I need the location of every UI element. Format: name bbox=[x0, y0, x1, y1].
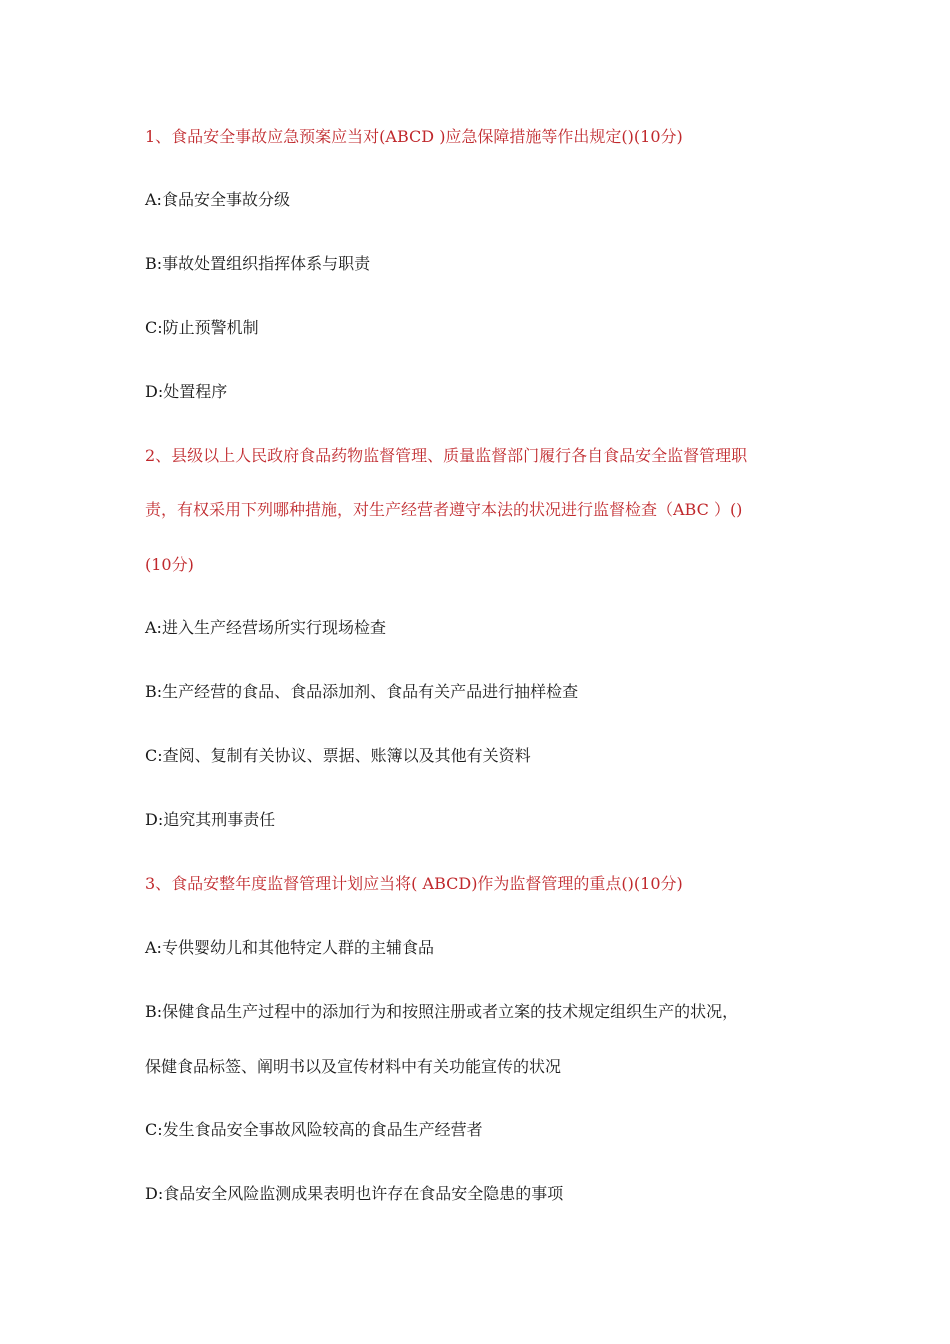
question-2-line-3: (10分) bbox=[145, 555, 194, 574]
question-2-line-1: 2、县级以上人民政府食品药物监督管理、质量监督部门履行各自食品安全监督管理职 bbox=[145, 446, 748, 465]
question-1-option-b: B:事故处置组织指挥体系与职责 bbox=[145, 254, 371, 273]
question-3-option-c: C:发生食品安全事故风险较高的食品生产经营者 bbox=[145, 1120, 483, 1139]
question-1-option-a: A:食品安全事故分级 bbox=[145, 190, 290, 209]
question-3-line-1: 3、食品安整年度监督管理计划应当将( ABCD)作为监督管理的重点()(10分) bbox=[145, 874, 683, 893]
question-2-line-2: 责，有权采用下列哪种措施，对生产经营者遵守本法的状况进行监督检查（ABC ）() bbox=[145, 500, 743, 519]
question-2-option-d: D:追究其刑事责任 bbox=[145, 810, 276, 829]
question-1-option-d: D:处置程序 bbox=[145, 382, 228, 401]
question-3-option-d: D:食品安全风险监测成果表明也许存在食品安全隐患的事项 bbox=[145, 1184, 564, 1203]
question-3-option-a: A:专供婴幼儿和其他特定人群的主辅食品 bbox=[145, 938, 434, 957]
question-2-option-c: C:查阅、复制有关协议、票据、账簿以及其他有关资料 bbox=[145, 746, 531, 765]
question-3-option-b-line-1: B:保健食品生产过程中的添加行为和按照注册或者立案的技术规定组织生产的状况， bbox=[145, 1002, 739, 1021]
question-1-line-1: 1、食品安全事故应急预案应当对(ABCD )应急保障措施等作出规定()(10分) bbox=[145, 127, 683, 146]
question-2-option-b: B:生产经营的食品、食品添加剂、食品有关产品进行抽样检查 bbox=[145, 682, 579, 701]
question-1-option-c: C:防止预警机制 bbox=[145, 318, 259, 337]
question-3-option-b-line-2: 保健食品标签、阐明书以及宣传材料中有关功能宣传的状况 bbox=[145, 1057, 562, 1076]
question-2-option-a: A:进入生产经营场所实行现场检查 bbox=[145, 618, 386, 637]
